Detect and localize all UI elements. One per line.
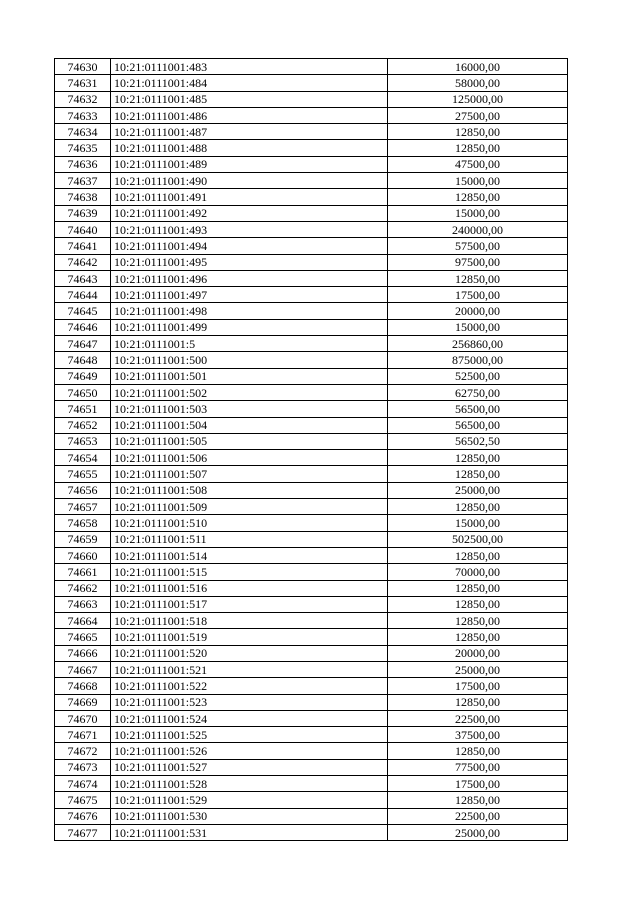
row-number-cell: 74660 [55, 547, 111, 563]
amount-cell: 17500,00 [388, 287, 568, 303]
table-row [55, 808, 568, 824]
amount-cell: 875000,00 [388, 352, 568, 368]
cadastral-number-cell: 10:21:0111001:523 [111, 694, 388, 710]
row-number-cell: 74666 [55, 645, 111, 661]
cadastral-number-cell: 10:21:0111001:503 [111, 401, 388, 417]
cadastral-number-cell: 10:21:0111001:496 [111, 270, 388, 286]
amount-cell: 52500,00 [388, 368, 568, 384]
row-number-cell: 74667 [55, 661, 111, 677]
amount-cell: 62750,00 [388, 384, 568, 400]
row-number-cell: 74657 [55, 499, 111, 515]
amount-cell: 22500,00 [388, 808, 568, 824]
cadastral-number-cell: 10:21:0111001:506 [111, 450, 388, 466]
table-row [55, 59, 568, 75]
registry-table [54, 58, 568, 841]
row-number-cell: 74647 [55, 336, 111, 352]
cadastral-number-cell: 10:21:0111001:494 [111, 238, 388, 254]
row-number-cell: 74669 [55, 694, 111, 710]
table-row [55, 384, 568, 400]
cadastral-number-cell: 10:21:0111001:490 [111, 173, 388, 189]
cadastral-number-cell: 10:21:0111001:487 [111, 124, 388, 140]
amount-cell: 12850,00 [388, 189, 568, 205]
table-row [55, 107, 568, 123]
cadastral-number-cell: 10:21:0111001:501 [111, 368, 388, 384]
row-number-cell: 74638 [55, 189, 111, 205]
table-row [55, 303, 568, 319]
row-number-cell: 74634 [55, 124, 111, 140]
cadastral-number-cell: 10:21:0111001:530 [111, 808, 388, 824]
row-number-cell: 74654 [55, 450, 111, 466]
amount-cell: 12850,00 [388, 499, 568, 515]
table-row [55, 515, 568, 531]
amount-cell: 15000,00 [388, 515, 568, 531]
row-number-cell: 74668 [55, 678, 111, 694]
table-row [55, 564, 568, 580]
cadastral-number-cell: 10:21:0111001:483 [111, 59, 388, 75]
row-number-cell: 74648 [55, 352, 111, 368]
cadastral-number-cell: 10:21:0111001:505 [111, 433, 388, 449]
table-row [55, 710, 568, 726]
amount-cell: 502500,00 [388, 531, 568, 547]
cadastral-number-cell: 10:21:0111001:486 [111, 107, 388, 123]
row-number-cell: 74651 [55, 401, 111, 417]
cadastral-number-cell: 10:21:0111001:515 [111, 564, 388, 580]
amount-cell: 17500,00 [388, 776, 568, 792]
cadastral-number-cell: 10:21:0111001:492 [111, 205, 388, 221]
row-number-cell: 74644 [55, 287, 111, 303]
cadastral-number-cell: 10:21:0111001:484 [111, 75, 388, 91]
amount-cell: 12850,00 [388, 629, 568, 645]
amount-cell: 15000,00 [388, 205, 568, 221]
cadastral-number-cell: 10:21:0111001:499 [111, 319, 388, 335]
cadastral-number-cell: 10:21:0111001:526 [111, 743, 388, 759]
row-number-cell: 74659 [55, 531, 111, 547]
cadastral-number-cell: 10:21:0111001:528 [111, 776, 388, 792]
amount-cell: 16000,00 [388, 59, 568, 75]
amount-cell: 17500,00 [388, 678, 568, 694]
table-row [55, 694, 568, 710]
cadastral-number-cell: 10:21:0111001:491 [111, 189, 388, 205]
amount-cell: 240000,00 [388, 221, 568, 237]
cadastral-number-cell: 10:21:0111001:525 [111, 727, 388, 743]
cadastral-number-cell: 10:21:0111001:510 [111, 515, 388, 531]
row-number-cell: 74630 [55, 59, 111, 75]
amount-cell: 20000,00 [388, 303, 568, 319]
table-row [55, 401, 568, 417]
amount-cell: 57500,00 [388, 238, 568, 254]
row-number-cell: 74674 [55, 776, 111, 792]
amount-cell: 12850,00 [388, 466, 568, 482]
table-row [55, 417, 568, 433]
registry-table-body [55, 59, 568, 841]
cadastral-number-cell: 10:21:0111001:500 [111, 352, 388, 368]
table-row [55, 368, 568, 384]
cadastral-number-cell: 10:21:0111001:527 [111, 759, 388, 775]
row-number-cell: 74675 [55, 792, 111, 808]
cadastral-number-cell: 10:21:0111001:504 [111, 417, 388, 433]
table-row [55, 727, 568, 743]
amount-cell: 70000,00 [388, 564, 568, 580]
cadastral-number-cell: 10:21:0111001:507 [111, 466, 388, 482]
amount-cell: 22500,00 [388, 710, 568, 726]
row-number-cell: 74670 [55, 710, 111, 726]
amount-cell: 25000,00 [388, 824, 568, 840]
cadastral-number-cell: 10:21:0111001:495 [111, 254, 388, 270]
amount-cell: 15000,00 [388, 319, 568, 335]
row-number-cell: 74661 [55, 564, 111, 580]
table-row [55, 433, 568, 449]
amount-cell: 77500,00 [388, 759, 568, 775]
amount-cell: 12850,00 [388, 694, 568, 710]
cadastral-number-cell: 10:21:0111001:517 [111, 596, 388, 612]
table-row [55, 156, 568, 172]
amount-cell: 12850,00 [388, 596, 568, 612]
amount-cell: 125000,00 [388, 91, 568, 107]
amount-cell: 12850,00 [388, 124, 568, 140]
row-number-cell: 74652 [55, 417, 111, 433]
table-row [55, 336, 568, 352]
amount-cell: 37500,00 [388, 727, 568, 743]
row-number-cell: 74649 [55, 368, 111, 384]
table-row [55, 613, 568, 629]
table-row [55, 678, 568, 694]
table-row [55, 287, 568, 303]
amount-cell: 58000,00 [388, 75, 568, 91]
amount-cell: 97500,00 [388, 254, 568, 270]
amount-cell: 12850,00 [388, 613, 568, 629]
table-row [55, 352, 568, 368]
row-number-cell: 74635 [55, 140, 111, 156]
amount-cell: 20000,00 [388, 645, 568, 661]
row-number-cell: 74677 [55, 824, 111, 840]
amount-cell: 47500,00 [388, 156, 568, 172]
cadastral-number-cell: 10:21:0111001:529 [111, 792, 388, 808]
row-number-cell: 74658 [55, 515, 111, 531]
table-row [55, 205, 568, 221]
amount-cell: 12850,00 [388, 580, 568, 596]
row-number-cell: 74653 [55, 433, 111, 449]
table-row [55, 792, 568, 808]
amount-cell: 256860,00 [388, 336, 568, 352]
table-row [55, 661, 568, 677]
cadastral-number-cell: 10:21:0111001:516 [111, 580, 388, 596]
table-row [55, 91, 568, 107]
table-row [55, 759, 568, 775]
amount-cell: 12850,00 [388, 270, 568, 286]
cadastral-number-cell: 10:21:0111001:493 [111, 221, 388, 237]
cadastral-number-cell: 10:21:0111001:519 [111, 629, 388, 645]
cadastral-number-cell: 10:21:0111001:520 [111, 645, 388, 661]
table-row [55, 547, 568, 563]
table-row [55, 499, 568, 515]
table-row [55, 254, 568, 270]
table-row [55, 482, 568, 498]
row-number-cell: 74640 [55, 221, 111, 237]
row-number-cell: 74650 [55, 384, 111, 400]
row-number-cell: 74645 [55, 303, 111, 319]
table-row [55, 450, 568, 466]
cadastral-number-cell: 10:21:0111001:509 [111, 499, 388, 515]
amount-cell: 25000,00 [388, 661, 568, 677]
cadastral-number-cell: 10:21:0111001:485 [111, 91, 388, 107]
cadastral-number-cell: 10:21:0111001:489 [111, 156, 388, 172]
cadastral-number-cell: 10:21:0111001:521 [111, 661, 388, 677]
table-row [55, 645, 568, 661]
row-number-cell: 74673 [55, 759, 111, 775]
cadastral-number-cell: 10:21:0111001:514 [111, 547, 388, 563]
row-number-cell: 74631 [55, 75, 111, 91]
row-number-cell: 74656 [55, 482, 111, 498]
amount-cell: 25000,00 [388, 482, 568, 498]
table-row [55, 75, 568, 91]
row-number-cell: 74639 [55, 205, 111, 221]
table-row [55, 580, 568, 596]
row-number-cell: 74637 [55, 173, 111, 189]
row-number-cell: 74642 [55, 254, 111, 270]
amount-cell: 12850,00 [388, 140, 568, 156]
amount-cell: 12850,00 [388, 547, 568, 563]
amount-cell: 56500,00 [388, 417, 568, 433]
cadastral-number-cell: 10:21:0111001:511 [111, 531, 388, 547]
table-row [55, 270, 568, 286]
cadastral-number-cell: 10:21:0111001:498 [111, 303, 388, 319]
amount-cell: 15000,00 [388, 173, 568, 189]
row-number-cell: 74643 [55, 270, 111, 286]
row-number-cell: 74632 [55, 91, 111, 107]
table-row [55, 824, 568, 840]
cadastral-number-cell: 10:21:0111001:497 [111, 287, 388, 303]
cadastral-number-cell: 10:21:0111001:488 [111, 140, 388, 156]
cadastral-number-cell: 10:21:0111001:518 [111, 613, 388, 629]
cadastral-number-cell: 10:21:0111001:524 [111, 710, 388, 726]
amount-cell: 27500,00 [388, 107, 568, 123]
table-row [55, 629, 568, 645]
table-row [55, 238, 568, 254]
row-number-cell: 74665 [55, 629, 111, 645]
amount-cell: 12850,00 [388, 743, 568, 759]
table-row [55, 776, 568, 792]
amount-cell: 12850,00 [388, 450, 568, 466]
table-row [55, 173, 568, 189]
amount-cell: 56502,50 [388, 433, 568, 449]
row-number-cell: 74664 [55, 613, 111, 629]
table-row [55, 140, 568, 156]
table-row [55, 124, 568, 140]
row-number-cell: 74641 [55, 238, 111, 254]
cadastral-number-cell: 10:21:0111001:522 [111, 678, 388, 694]
table-row [55, 531, 568, 547]
amount-cell: 56500,00 [388, 401, 568, 417]
cadastral-number-cell: 10:21:0111001:5 [111, 336, 388, 352]
table-row [55, 596, 568, 612]
row-number-cell: 74676 [55, 808, 111, 824]
table-row [55, 221, 568, 237]
row-number-cell: 74655 [55, 466, 111, 482]
row-number-cell: 74646 [55, 319, 111, 335]
table-row [55, 466, 568, 482]
row-number-cell: 74633 [55, 107, 111, 123]
table-row [55, 319, 568, 335]
row-number-cell: 74672 [55, 743, 111, 759]
cadastral-number-cell: 10:21:0111001:502 [111, 384, 388, 400]
row-number-cell: 74662 [55, 580, 111, 596]
row-number-cell: 74636 [55, 156, 111, 172]
amount-cell: 12850,00 [388, 792, 568, 808]
cadastral-number-cell: 10:21:0111001:508 [111, 482, 388, 498]
row-number-cell: 74663 [55, 596, 111, 612]
table-row [55, 189, 568, 205]
cadastral-number-cell: 10:21:0111001:531 [111, 824, 388, 840]
table-row [55, 743, 568, 759]
row-number-cell: 74671 [55, 727, 111, 743]
